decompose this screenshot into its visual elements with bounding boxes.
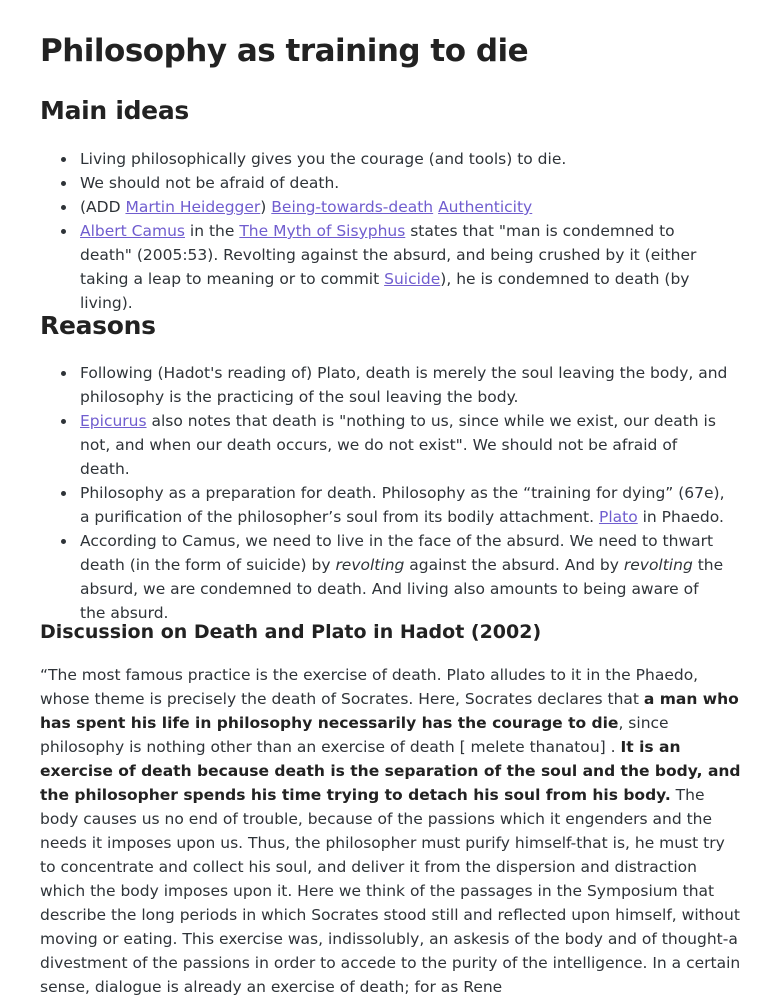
link-martin-heidegger[interactable]: Martin Heidegger [125,198,261,216]
list-item: Epicurus also notes that death is "nothing to us, since while we exist, our death is not, and when our death occurs, we do not exist". We should not be afraid of death. [58,409,728,481]
list-item: Albert Camus in the The Myth of Sisyphus states that "man is condemned to death" (2005:53). Revolting against the absurd, and being crushed by it (either taking a leap to meaning or to commit Suicide), he is condemned to death (by living). [58,219,728,315]
heading-main-ideas: Main ideas [40,96,189,125]
link-myth-of-sisyphus[interactable]: The Myth of Sisyphus [239,222,406,240]
list-item: Philosophy as a preparation for death. Philosophy as the “training for dying” (67e), a purification of the philosopher’s soul from its bodily attachment. Plato in Phaedo. [58,481,728,529]
link-epicurus[interactable]: Epicurus [80,412,147,430]
list-item: Living philosophically gives you the courage (and tools) to die. [58,147,728,171]
link-plato[interactable]: Plato [598,508,638,526]
list-item: We should not be afraid of death. [58,171,728,195]
discussion-quote: “The most famous practice is the exercise of death. Plato alludes to it in the Phaedo, whose theme is precisely the death of Socrates. Here, Socrates declares that a man who has spent his life in philosophy necessarily has the courage to die, since philosophy is nothing other than an exercise of death [ melete thanatou] . It is an exercise of death because death is the separation of the soul and the body, and the philosopher spends his time trying to detach his soul from his body. The body causes us no end of trouble, because of the passions which it engenders and the needs it imposes upon us. Thus, the philosopher must purify himself-that is, he must try to concentrate and collect his soul, and deliver it from the dispersion and distraction which the body imposes upon it. Here we think of the passages in the Symposium that describe the long periods in which Socrates stood still and reflected upon himself, without moving or eating. This exercise was, indissolubly, an askesis of the body and of thought-a divestment of the passions in order to accede to the purity of the intelligence. In a certain sense, dialogue is already an exercise of death; for as Rene [40,666,741,996]
link-suicide[interactable]: Suicide [384,270,441,288]
main-ideas-list [58,147,728,315]
link-being-towards-death[interactable]: Being-towards-death [271,198,434,216]
link-albert-camus[interactable]: Albert Camus [80,222,185,240]
list-item: According to Camus, we need to live in the face of the absurd. We need to thwart death (in the form of suicide) by revolting against the absurd. And by revolting the absurd, we are condemned to death. And living also amounts to being aware of the absurd. [58,529,728,625]
list-item: (ADD Martin Heidegger) Being-towards-death Authenticity [58,195,728,219]
link-authenticity[interactable]: Authenticity [438,198,533,216]
list-item: Following (Hadot's reading of) Plato, death is merely the soul leaving the body, and philosophy is the practicing of the soul leaving the body. [58,361,728,409]
heading-reasons: Reasons [40,311,156,340]
page-title: Philosophy as training to die [40,33,529,69]
heading-discussion: Discussion on Death and Plato in Hadot (2002) [40,621,542,643]
reasons-list [58,361,728,625]
